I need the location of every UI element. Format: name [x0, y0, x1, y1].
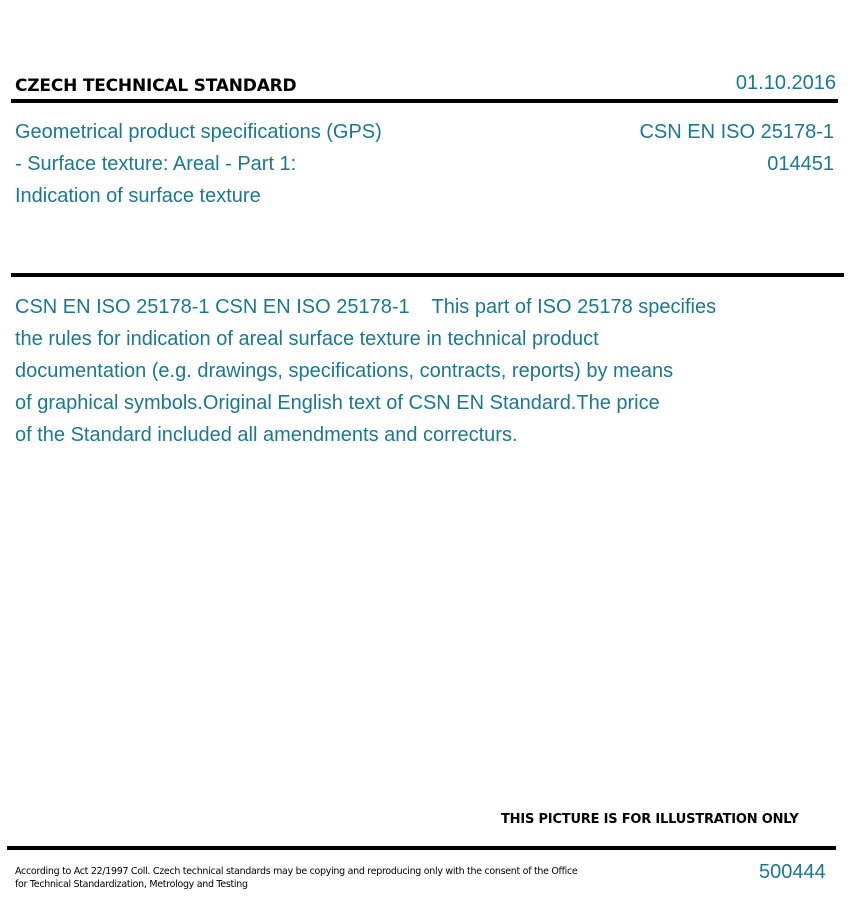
description-line: of graphical symbols.Original English text of CSN EN Standard.The price — [15, 392, 660, 414]
document-type-heading: CZECH TECHNICAL STANDARD — [15, 76, 297, 96]
standard-title-line: Geometrical product specifications (GPS) — [15, 121, 382, 143]
description-line: CSN EN ISO 25178-1 CSN EN ISO 25178-1 This part of ISO 25178 specifies — [15, 296, 717, 318]
description-line: documentation (e.g. drawings, specifications, contracts, reports) by means — [15, 360, 674, 382]
catalog-number: 014451 — [767, 153, 834, 175]
standard-title — [15, 116, 382, 212]
header-rule — [11, 99, 838, 103]
section-rule — [11, 273, 844, 277]
footer-number: 500444 — [759, 861, 826, 883]
footer-rule — [7, 846, 836, 850]
standard-code: CSN EN ISO 25178-1 — [639, 121, 834, 143]
illustration-disclaimer: THIS PICTURE IS FOR ILLUSTRATION ONLY — [501, 812, 799, 827]
standard-identifiers — [639, 116, 834, 180]
publication-date: 01.10.2016 — [735, 72, 836, 94]
standard-description — [15, 291, 795, 451]
legal-notice-line: According to Act 22/1997 Coll. Czech technical standards may be copying and reproducing only with the consent of the Office — [15, 866, 578, 877]
description-line: of the Standard included all amendments and correcturs. — [15, 424, 518, 446]
legal-notice-line: for Technical Standardization, Metrology and Testing — [15, 879, 248, 890]
standard-title-line: Indication of surface texture — [15, 185, 261, 207]
description-line: the rules for indication of areal surface texture in technical product — [15, 328, 599, 350]
standard-title-line: - Surface texture: Areal - Part 1: — [15, 153, 297, 175]
legal-notice — [15, 865, 595, 891]
